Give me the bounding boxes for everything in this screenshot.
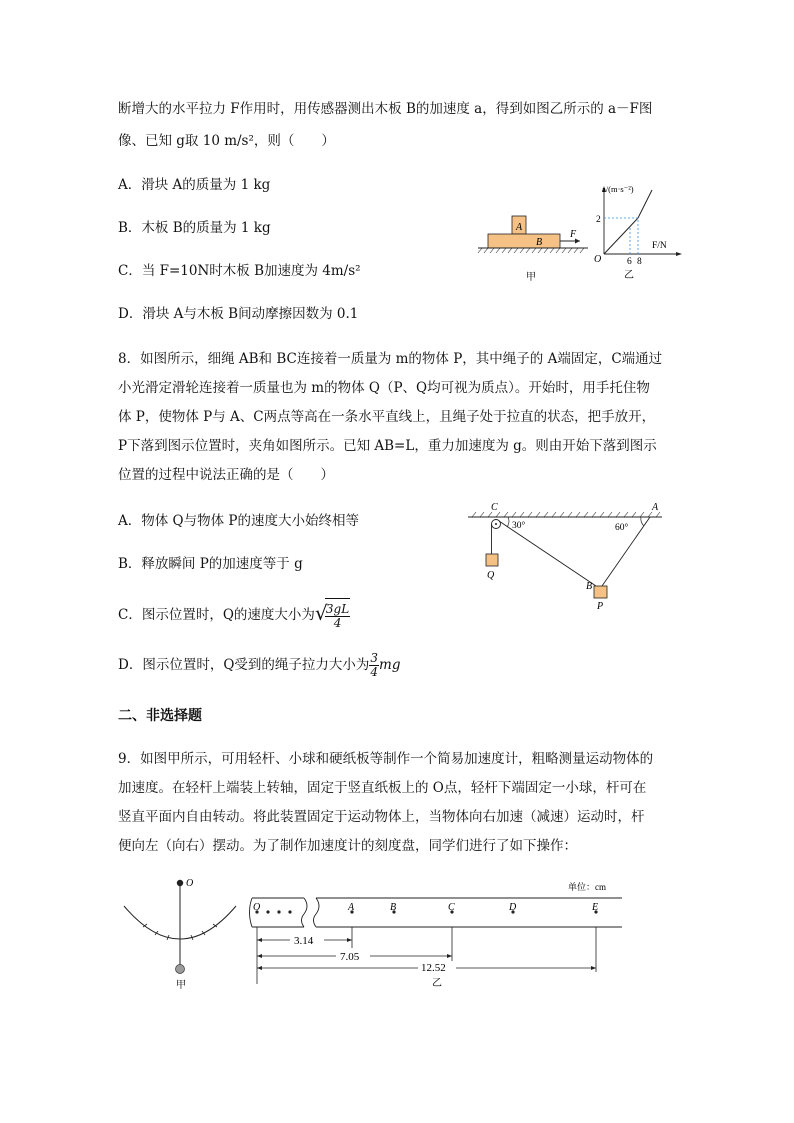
- q8-line4: P下落到图示位置时，夹角如图所示。已知 AB=L，重力加速度为 g。则由开始下落到图示: [118, 438, 657, 454]
- q8-option-b: B．释放瞬间 P的加速度等于 g: [118, 556, 303, 572]
- q7-figure-yi: [588, 182, 688, 284]
- label-q: Q: [487, 570, 495, 581]
- option-c-numerator: 3gL: [325, 602, 350, 616]
- q9-line1: 9．如图甲所示，可用轻杆、小球和硬纸板等制作一个简易加速度计，粗略测量运动物体的: [118, 751, 654, 767]
- label-c: C: [491, 502, 498, 513]
- q8-option-d-suffix: mg: [379, 657, 401, 673]
- option-d-numerator: 3: [370, 651, 379, 665]
- unit-label: 单位：cm: [568, 882, 606, 892]
- x-axis-label: F/N: [652, 241, 667, 251]
- q9-figure-yi: [246, 876, 626, 994]
- q7-option-d: D．滑块 A与木板 B间动摩擦因数为 0.1: [118, 306, 359, 322]
- q7-line1: 断增大的水平拉力 F作用时，用传感器测出木板 B的加速度 a，得到如图乙所示的 a－F图: [118, 101, 653, 117]
- label-f: F: [570, 229, 577, 240]
- distance-7-05: 7.05: [340, 951, 360, 963]
- angle-60: 60°: [615, 523, 629, 533]
- q8-line5: 位置的过程中说法正确的是（ ）: [118, 467, 334, 483]
- label-a: A: [652, 502, 659, 513]
- q9-line4: 便向左（向右）摆动。为了制作加速度计的刻度盘，同学们进行了如下操作：: [118, 838, 577, 854]
- q7-option-b: B．木板 B的质量为 1 kg: [118, 220, 271, 236]
- block-q: [486, 554, 498, 566]
- board-b: [488, 234, 560, 248]
- origin-label: O: [594, 254, 602, 265]
- option-d-denominator: 4: [370, 665, 379, 679]
- point-o: O: [253, 902, 261, 913]
- angle-30: 30°: [512, 521, 526, 531]
- tick-x-6: 6: [627, 257, 632, 267]
- q7-figure-jia: [476, 210, 596, 285]
- distance-3-14: 3.14: [294, 935, 314, 947]
- q7-option-c: C．当 F=10N时木板 B加速度为 4m/s²: [118, 263, 361, 279]
- graph-line-steep: [638, 190, 652, 218]
- label-o: O: [186, 878, 194, 889]
- distance-12-52: 12.52: [421, 962, 446, 974]
- graph-line: [604, 218, 638, 254]
- block-p: [594, 586, 607, 598]
- point-d: D: [509, 902, 517, 913]
- caption-yi: 乙: [432, 978, 442, 989]
- q8-option-a: A．物体 Q与物体 P的速度大小始终相等: [118, 513, 359, 529]
- point-e: E: [592, 902, 599, 913]
- caption-yi: 乙: [624, 270, 634, 281]
- q8-line3: 体 P，使物体 P与 A、C两点等高在一条水平直线上，且绳子处于拉直的状态，把手放开，: [118, 409, 656, 425]
- fraction-three-quarters: [369, 652, 379, 679]
- label-b: B: [536, 237, 543, 248]
- tick-x-8: 8: [637, 257, 642, 267]
- q8-option-c: [118, 598, 350, 633]
- q8-line1: 8．如图所示，细绳 AB和 BC连接着一质量为 m的物体 P，其中绳子的 A端固定，C端通过: [118, 351, 663, 367]
- q8-option-d: [118, 648, 401, 682]
- q7-line2: 像、已知 g取 10 m/s²，则（ ）: [118, 133, 335, 149]
- label-p: P: [597, 601, 604, 612]
- q8-option-d-prefix: D．图示位置时，Q受到的绳子拉力大小为: [118, 657, 370, 673]
- caption-jia: 甲: [176, 980, 186, 991]
- q8-line2: 小光滑定滑轮连接着一质量也为 m的物体 Q（P、Q均可视为质点）。开始时，用手托住物: [118, 380, 650, 396]
- small-ball: [176, 965, 185, 974]
- q9-line3: 竖直平面内自由转动。将此装置固定于运动物体上，当物体向右加速（减速）运动时，杆: [118, 809, 645, 825]
- q8-option-c-prefix: C．图示位置时，Q的速度大小为: [118, 607, 315, 623]
- point-b: B: [390, 902, 397, 913]
- tick-y-2: 2: [596, 215, 601, 225]
- caption-jia: 甲: [526, 272, 536, 283]
- label-b: B: [586, 581, 593, 592]
- section-title: 二、非选择题: [118, 708, 202, 724]
- q7-option-a: A．滑块 A的质量为 1 kg: [118, 177, 271, 193]
- q9-figure-jia: [118, 872, 248, 994]
- q9-line2: 加速度。在轻杆上端装上转轴，固定于竖直纸板上的 O点，轻杆下端固定一小球，杆可在: [118, 780, 647, 796]
- pivot-o: [177, 880, 183, 886]
- point-c: C: [448, 902, 455, 913]
- point-a: A: [348, 902, 355, 913]
- sqrt-expression: √ $\frac{3gL}{4}$: [315, 598, 350, 633]
- y-axis-label: a/(m·s⁻²): [602, 184, 634, 194]
- label-a: A: [516, 222, 523, 233]
- option-c-denominator: 4: [333, 616, 342, 630]
- q8-figure: [462, 498, 672, 616]
